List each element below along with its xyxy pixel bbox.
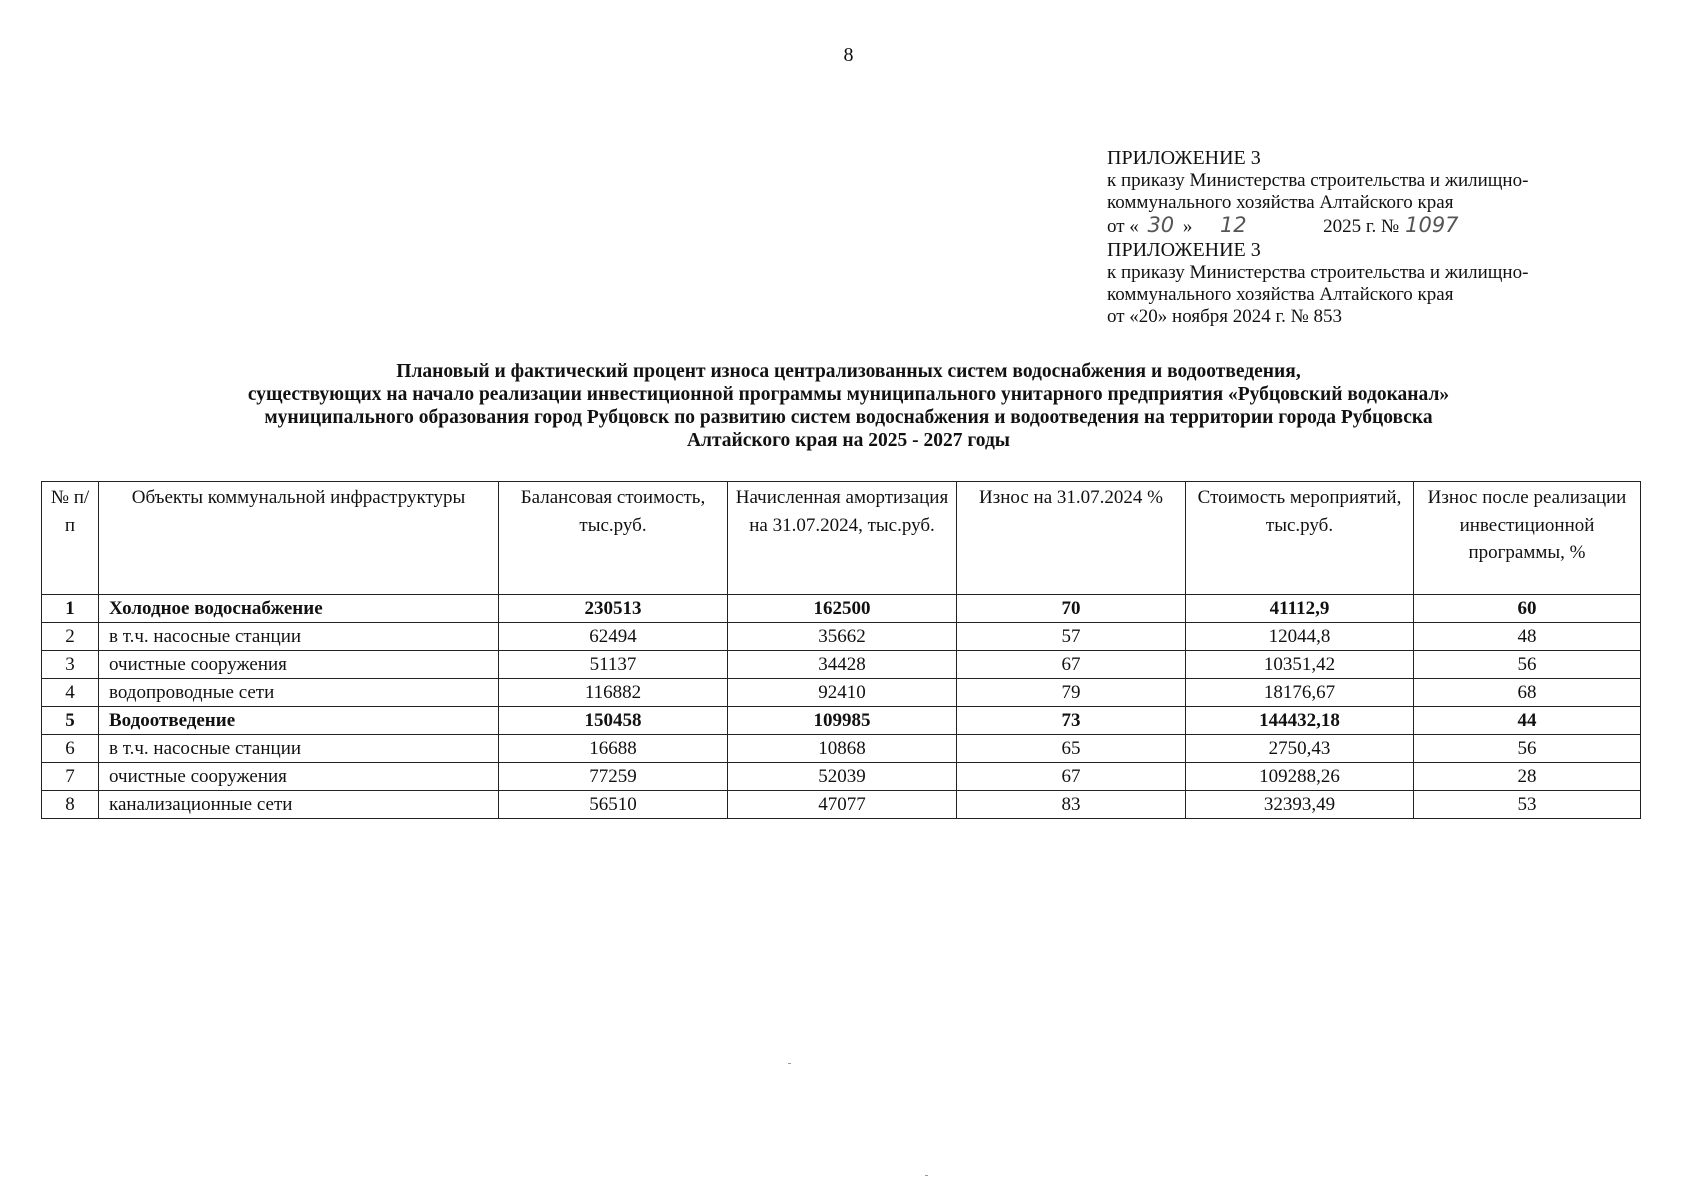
cell-num: 7 [42,763,99,791]
document-title-line: существующих на начало реализации инвестиционной программы муниципального унитарного предприятия «Рубцовский водоканал» [247,384,1450,405]
cell-num: 2 [42,623,99,651]
cell-object-name: водопроводные сети [99,679,499,707]
appendix-prev-line1: к приказу Министерства строительства и жилищно- [1107,262,1529,283]
table-row [42,679,1641,707]
document-title [40,360,1657,452]
table-row [42,735,1641,763]
cell-object-name: в т.ч. насосные станции [99,623,499,651]
cell-amortization: 35662 [728,623,957,651]
cell-object-name: в т.ч. насосные станции [99,735,499,763]
cell-wear-after: 56 [1414,651,1641,679]
cell-object-name: Водоотведение [99,707,499,735]
cell-cost: 144432,18 [1186,707,1414,735]
table-row [42,595,1641,623]
appendix-title-previous: ПРИЛОЖЕНИЕ 3 [1107,239,1261,261]
header-wear-after: Износ после реализации инвестиционной программы, % [1414,482,1641,595]
scan-speck [788,1063,791,1064]
cell-amortization: 92410 [728,679,957,707]
cell-balance: 56510 [499,791,728,819]
cell-amortization: 162500 [728,595,957,623]
cell-num: 6 [42,735,99,763]
cell-cost: 32393,49 [1186,791,1414,819]
table-body [42,595,1641,819]
cell-num: 3 [42,651,99,679]
table-row [42,791,1641,819]
cell-amortization: 47077 [728,791,957,819]
date-prefix: от « [1107,216,1139,237]
cell-balance: 230513 [499,595,728,623]
scan-speck [925,1175,928,1176]
cell-num: 5 [42,707,99,735]
year-number-label: 2025 г. № [1323,216,1400,237]
cell-wear-after: 68 [1414,679,1641,707]
cell-amortization: 109985 [728,707,957,735]
cell-cost: 12044,8 [1186,623,1414,651]
table-header-row [42,482,1641,595]
cell-wear: 67 [957,763,1186,791]
cell-wear: 65 [957,735,1186,763]
cell-wear-after: 48 [1414,623,1641,651]
cell-object-name: очистные сооружения [99,763,499,791]
cell-wear: 67 [957,651,1186,679]
header-balance: Балансовая стоимость, тыс.руб. [499,482,728,595]
appendix-block [1107,146,1667,328]
cell-balance: 116882 [499,679,728,707]
cell-wear: 79 [957,679,1186,707]
header-cost: Стоимость мероприятий, тыс.руб. [1186,482,1414,595]
handwritten-month: 12 [1219,213,1247,237]
appendix-prev-line3: от «20» ноября 2024 г. № 853 [1107,306,1343,327]
cell-balance: 62494 [499,623,728,651]
cell-cost: 10351,42 [1186,651,1414,679]
cell-amortization: 10868 [728,735,957,763]
cell-cost: 2750,43 [1186,735,1414,763]
table-row [42,623,1641,651]
cell-num: 4 [42,679,99,707]
cell-wear: 70 [957,595,1186,623]
appendix-prev-line2: коммунального хозяйства Алтайского края [1107,284,1454,305]
cell-object-name: очистные сооружения [99,651,499,679]
cell-num: 8 [42,791,99,819]
page-number: 8 [843,44,854,66]
cell-balance: 150458 [499,707,728,735]
cell-cost: 18176,67 [1186,679,1414,707]
appendix-order-line2: коммунального хозяйства Алтайского края [1107,192,1454,213]
cell-wear-after: 28 [1414,763,1641,791]
cell-wear-after: 56 [1414,735,1641,763]
header-amortization: Начисленная амортизация на 31.07.2024, тыс.руб. [728,482,957,595]
cell-amortization: 34428 [728,651,957,679]
appendix-title-current: ПРИЛОЖЕНИЕ 3 [1107,147,1261,169]
handwritten-day: 30 [1147,213,1175,237]
table-row [42,651,1641,679]
date-quote-close: » [1182,216,1193,237]
document-title-line: муниципального образования город Рубцовск по развитию систем водоснабжения и водоотведения на территории города Рубцовска [264,407,1433,428]
cell-wear: 83 [957,791,1186,819]
cell-wear: 73 [957,707,1186,735]
table-row [42,707,1641,735]
cell-wear-after: 60 [1414,595,1641,623]
wear-table [41,481,1641,819]
cell-num: 1 [42,595,99,623]
cell-wear-after: 44 [1414,707,1641,735]
appendix-order-line1: к приказу Министерства строительства и жилищно- [1107,170,1529,191]
cell-wear-after: 53 [1414,791,1641,819]
table-row [42,763,1641,791]
cell-object-name: Холодное водоснабжение [99,595,499,623]
cell-wear: 57 [957,623,1186,651]
cell-balance: 77259 [499,763,728,791]
document-title-line: Алтайского края на 2025 - 2027 годы [686,430,1011,451]
cell-balance: 16688 [499,735,728,763]
header-num: № п/п [42,482,99,595]
cell-balance: 51137 [499,651,728,679]
document-title-line: Плановый и фактический процент износа централизованных систем водоснабжения и водоотведения, [396,361,1301,382]
header-wear: Износ на 31.07.2024 % [957,482,1186,595]
cell-object-name: канализационные сети [99,791,499,819]
handwritten-order-number: 1097 [1405,213,1459,237]
cell-amortization: 52039 [728,763,957,791]
cell-cost: 41112,9 [1186,595,1414,623]
header-object: Объекты коммунальной инфраструктуры [99,482,499,595]
appendix-order-date-line [1107,214,1667,238]
cell-cost: 109288,26 [1186,763,1414,791]
